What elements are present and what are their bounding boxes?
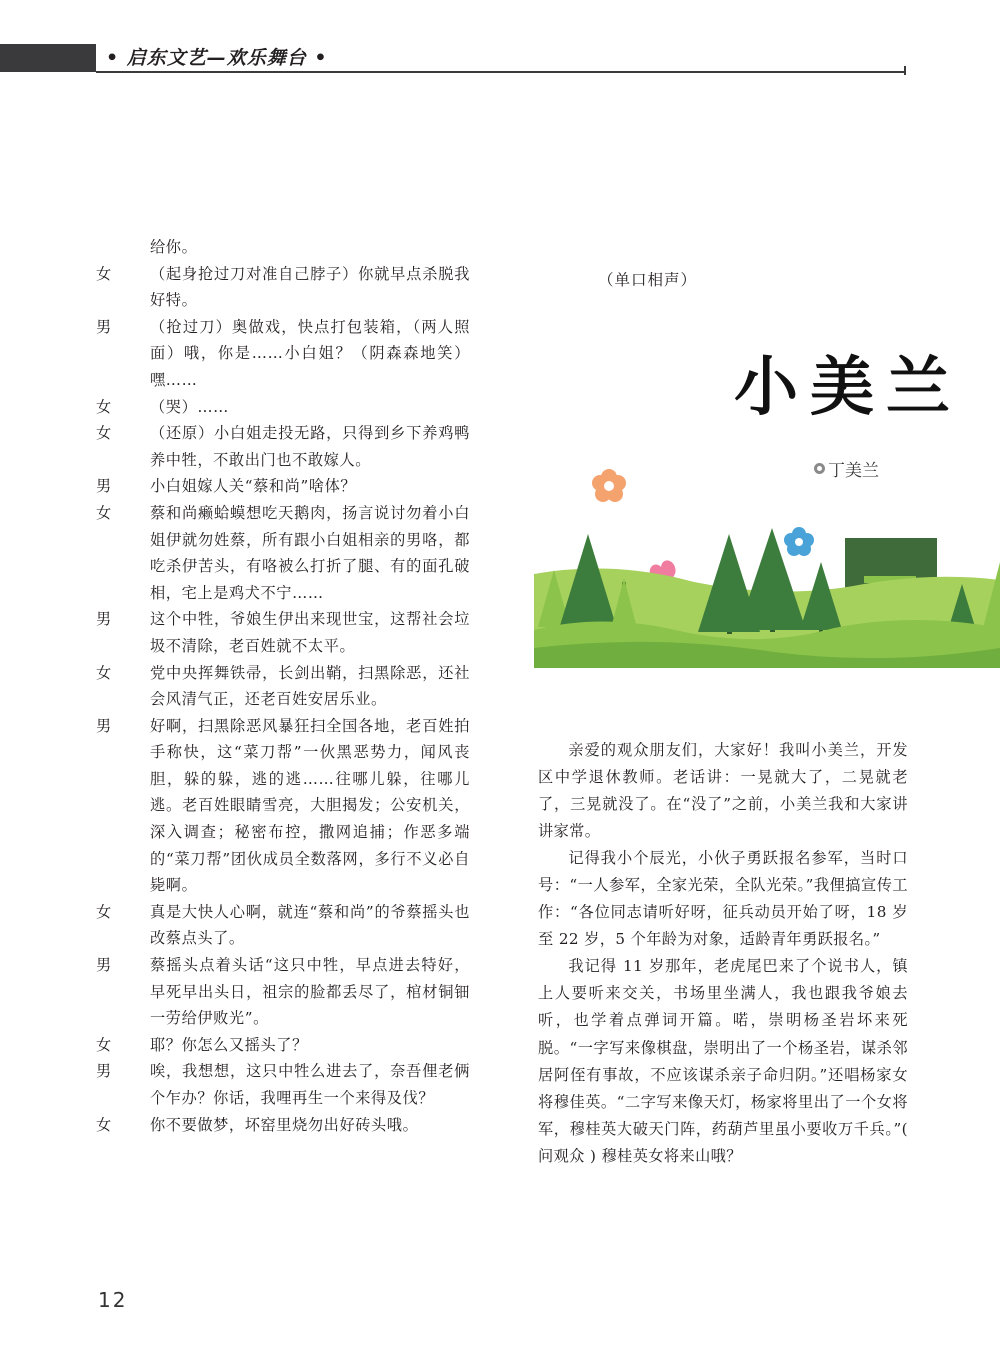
dialogue-line: [96, 660, 476, 713]
speaker-label: 女: [96, 503, 112, 522]
dialogue-text: 唉，我想想，这只中牲么进去了，奈吾俚老俩个乍办？你话，我哩再生一个来得及伐？: [150, 1062, 470, 1107]
dialogue-text: 你不要做梦，坏窑里烧勿出好砖头哦。: [150, 1115, 419, 1134]
dialogue-line: [96, 420, 476, 473]
speaker-label: 女: [96, 663, 112, 682]
dialogue-line: [96, 473, 476, 500]
article-author: 丁美兰: [828, 461, 879, 481]
article-title: 小美兰: [734, 351, 962, 425]
dialogue-text: 好啊，扫黑除恶风暴狂扫全国各地，老百姓拍手称快，这“菜刀帮”一伙黑恶势力，闻风丧胆，躲的躲，逃的逃……往哪儿躲，往哪儿逃。老百姓眼睛雪亮，大胆揭发；公安机关，深入调查；秘密布控，撒网追捕；作恶多端的“菜刀帮”团伙成员全数落网，多行不义必自毙啊。: [150, 716, 470, 895]
speaker-label: 男: [96, 610, 112, 629]
dialogue-line: [96, 261, 476, 314]
dialogue-text: 给你。: [150, 238, 198, 256]
dialogue-line: [96, 952, 476, 1032]
dialogue-text: 党中央挥舞铁帚，长剑出鞘，扫黑除恶，还社会风清气正，还老百姓安居乐业。: [150, 663, 470, 709]
page-number: 12: [98, 1288, 128, 1312]
dialogue-line: [96, 394, 476, 421]
dialogue-line: [96, 606, 476, 659]
dialogue-text: 小白姐嫁人关“蔡和尚”啥体？: [150, 477, 357, 496]
article-paragraph: 我记得 11 岁那年，老虎尾巴来了个说书人，镇上人要听来交关，书场里坐满人，我也跟我爷娘去听，也学着点弹词开篇。喏，崇明杨圣岩坏来死脱。“一字写来像棋盘，崇明出了一个杨圣岩，谋杀邻居阿侄有事故，不应该谋杀亲子命归阴。”还唱杨家女将穆佳英。“二字写来像天灯，杨家将里出了一个女将军，穆桂英大破天门阵，药葫芦里虽小要收万千兵。”( 问观众 ) 穆桂英女将来山哦？: [538, 957, 908, 1165]
dialogue-line: [96, 899, 476, 952]
speaker-label: 男: [96, 956, 112, 975]
speaker-label: 女: [96, 1035, 112, 1054]
dialogue-text: （还原）小白姐走投无路，只得到乡下养鸡鸭养中牲，不敢出门也不敢嫁人。: [150, 424, 470, 469]
dialogue-line: [96, 713, 476, 899]
speaker-label: 男: [96, 716, 112, 735]
speaker-label: 男: [96, 1062, 112, 1081]
speaker-label: 男: [96, 317, 112, 336]
orange-flower-icon: [592, 469, 626, 502]
dialogue-text: 蔡摇头点着头话“这只中牲，早点进去特好，早死早出头日，祖宗的脸都丢尽了，棺材铜钿一劳给伊败光”。: [150, 956, 470, 1028]
dialogue-text: 蔡和尚癞蛤蟆想吃天鹅肉，扬言说讨勿着小白姐伊就勿姓蔡，所有跟小白姐相亲的男咯，都吃杀伊苦头，有咯被么打折了腿、有的面孔破相，宅上是鸡犬不宁……: [150, 503, 470, 602]
speaker-label: 女: [96, 902, 112, 921]
dialogue-line: [96, 1112, 476, 1139]
speaker-label: 女: [96, 264, 112, 283]
speaker-label: 女: [96, 424, 112, 443]
dialogue-text: 真是大快人心啊，就连“蔡和尚”的爷蔡摇头也改蔡点头了。: [150, 902, 470, 948]
header-rule: [96, 71, 906, 73]
dialogue-line: [96, 234, 476, 261]
speaker-label: 女: [96, 1115, 112, 1134]
author-line: [814, 456, 879, 481]
dialogue-text: 耶？你怎么又摇头了？: [150, 1035, 308, 1054]
dialogue-line: [96, 500, 476, 606]
article-paragraph: 记得我小个辰光，小伙子勇跃报名参军，当时口号：“一人参军，全家光荣，全队光荣。”我俚搞宣传工作：“各位同志请听好呀，征兵动员开始了呀，18 岁至 22 岁，5 个年龄为对象，适龄青年勇跃报名。”: [538, 849, 908, 949]
dialogue-text: 这个中牲，爷娘生伊出来现世宝，这帮社会垃圾不清除，老百姓就不太平。: [150, 610, 470, 655]
speaker-label: [96, 234, 150, 261]
circle-bullet-icon: [814, 463, 825, 474]
dialogue-line: [96, 314, 476, 394]
header-rule-end-tick: [904, 66, 906, 75]
dialogue-line: [96, 1058, 476, 1111]
speaker-label: 女: [96, 397, 112, 416]
article-paragraph: 亲爱的观众朋友们，大家好！我叫小美兰，开发区中学退休教师。老话讲：一晃就大了，二晃就老了，三晃就没了。在“没了”之前，小美兰我和大家讲讲家常。: [538, 741, 908, 841]
header-title: • 启东文艺—欢乐舞台 •: [106, 47, 328, 69]
speaker-label: 男: [96, 477, 112, 496]
article-body: [538, 737, 908, 1170]
dialogue-column: [96, 234, 476, 1138]
article-genre: （单口相声）: [598, 271, 698, 289]
dialogue-text: （抢过刀）奥做戏，快点打包装箱，（两人照面）哦，你是……小白姐？（阴森森地笑）嘿……: [150, 317, 470, 389]
dialogue-text: （哭）……: [150, 397, 229, 416]
blue-flower-icon: [784, 527, 814, 556]
dialogue-text: （起身抢过刀对准自己脖子）你就早点杀脱我好特。: [150, 264, 470, 310]
dialogue-line: [96, 1032, 476, 1059]
forest-illustration: [534, 462, 1000, 668]
header-block: [0, 44, 96, 72]
